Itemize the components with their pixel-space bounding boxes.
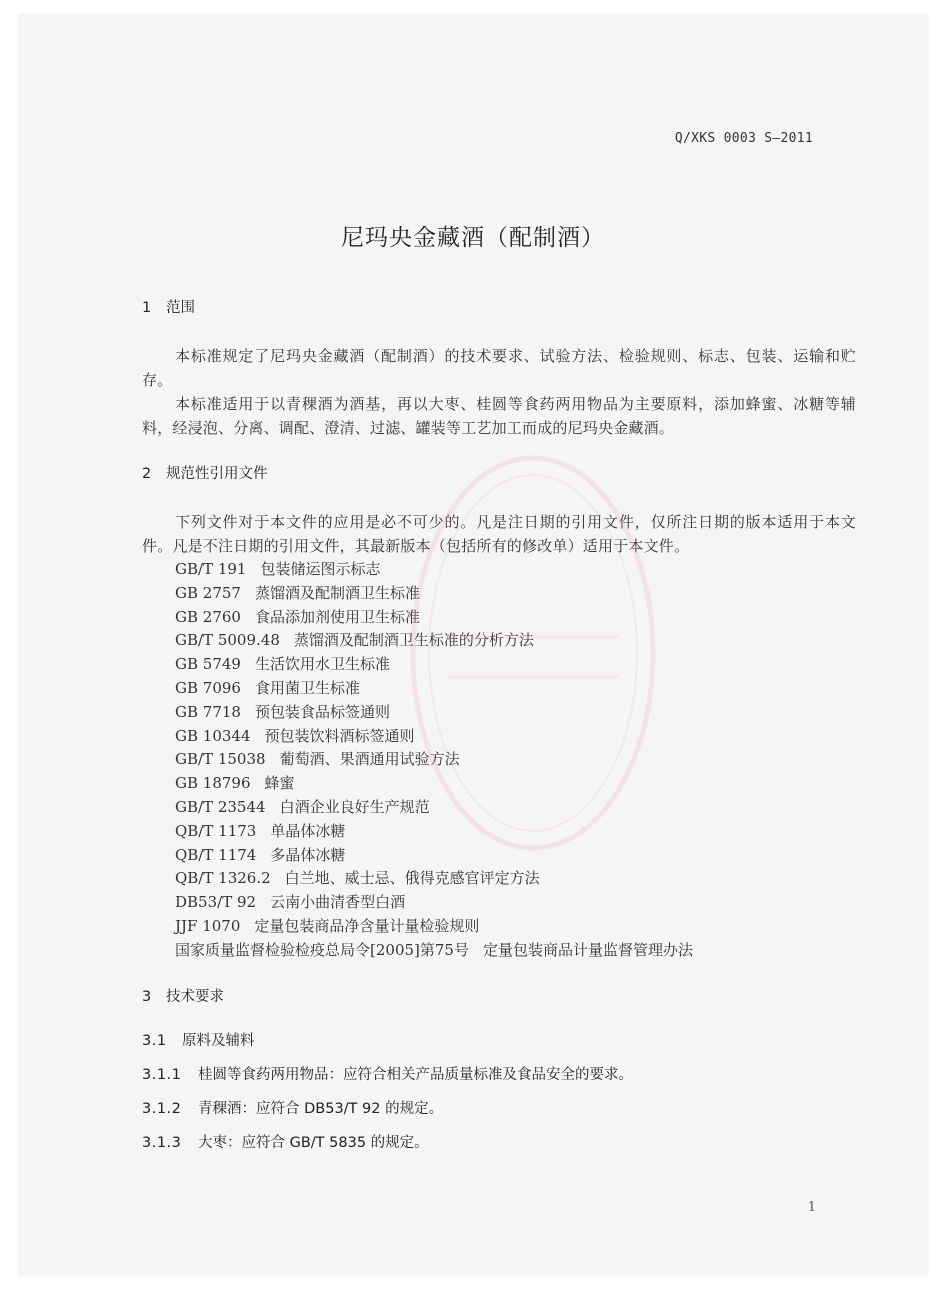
reference-item <box>175 606 856 630</box>
reference-code: GB 5749 <box>175 655 241 674</box>
reference-code: GB 2760 <box>175 607 241 626</box>
reference-code: GB 7096 <box>175 678 241 697</box>
reference-name: 包装储运图示标志 <box>260 560 381 578</box>
reference-code: GB 7718 <box>175 702 241 721</box>
section-3-heading <box>142 987 856 1007</box>
reference-name: 白兰地、威士忌、俄得克感官评定方法 <box>284 869 540 888</box>
clause-3-1-1 <box>142 1065 856 1085</box>
clause-text: 大枣：应符合 GB/T 5835 的规定。 <box>198 1134 429 1151</box>
section-1-heading <box>142 298 856 318</box>
reference-list <box>142 558 856 963</box>
reference-code: GB 10344 <box>175 726 251 745</box>
clause-number: 3.1.3 <box>142 1134 182 1151</box>
reference-item <box>175 629 856 653</box>
reference-code: QB/T 1173 <box>175 821 257 840</box>
reference-item <box>175 939 856 963</box>
reference-name: 云南小曲清香型白酒 <box>270 893 406 912</box>
document-page <box>18 14 928 1276</box>
reference-item <box>175 796 856 820</box>
document-code: Q/XKS 0003 S—2011 <box>674 131 813 146</box>
reference-item <box>175 701 856 725</box>
reference-name: 生活饮用水卫生标准 <box>254 655 390 674</box>
document-body <box>142 298 856 1153</box>
subsection-title: 原料及辅料 <box>182 1032 255 1049</box>
reference-code: GB 2757 <box>175 583 241 602</box>
document-title: 尼玛央金藏酒（配制酒） <box>341 225 605 251</box>
reference-code: GB 18796 <box>175 774 251 793</box>
subsection-number: 3.1 <box>142 1032 167 1049</box>
reference-name: 单晶体冰糖 <box>270 821 346 840</box>
reference-code: GB/T 5009.48 <box>175 631 280 650</box>
reference-name: 食品添加剂使用卫生标准 <box>254 607 420 626</box>
reference-name: 蒸馏酒及配制酒卫生标准 <box>254 583 420 602</box>
clause-number: 3.1.1 <box>142 1066 182 1083</box>
reference-item <box>175 772 856 796</box>
reference-item <box>175 844 856 868</box>
reference-item <box>175 748 856 772</box>
reference-code: QB/T 1326.2 <box>175 869 271 888</box>
clause-number: 3.1.2 <box>142 1100 182 1117</box>
section-number: 3 <box>142 988 152 1005</box>
reference-item <box>175 867 856 891</box>
reference-name: 食用菌卫生标准 <box>254 678 360 697</box>
reference-item <box>175 915 856 939</box>
reference-name: 白酒企业良好生产规范 <box>279 797 430 816</box>
section-2-heading <box>142 464 856 484</box>
subsection-3-1-heading <box>142 1031 856 1051</box>
clause-text: 桂圆等食药两用物品：应符合相关产品质量标准及食品安全的要求。 <box>198 1066 633 1083</box>
clause-3-1-3 <box>142 1133 856 1153</box>
reference-name: 多晶体冰糖 <box>270 845 346 864</box>
reference-item <box>175 820 856 844</box>
clause-3-1-2 <box>142 1099 856 1119</box>
reference-item <box>175 653 856 677</box>
section-number: 1 <box>142 300 152 316</box>
reference-name: 蒸馏酒及配制酒卫生标准的分析方法 <box>293 631 534 650</box>
reference-name: 葡萄酒、果酒通用试验方法 <box>279 750 460 769</box>
section-title: 规范性引用文件 <box>166 466 268 482</box>
section-title: 技术要求 <box>166 988 224 1005</box>
reference-code: DB53/T 92 <box>175 893 257 912</box>
reference-code: GB/T 23544 <box>175 797 266 816</box>
reference-name: 蜂蜜 <box>264 774 295 793</box>
section-number: 2 <box>142 466 152 482</box>
reference-code: GB/T 191 <box>175 560 247 578</box>
reference-code: QB/T 1174 <box>175 845 257 864</box>
clause-text: 青稞酒：应符合 DB53/T 92 的规定。 <box>198 1100 444 1117</box>
section-title: 范围 <box>166 300 195 316</box>
reference-code: JJF 1070 <box>175 916 241 935</box>
reference-name: 预包装食品标签通则 <box>254 702 390 721</box>
scope-paragraph-1: 本标准规定了尼玛央金藏酒（配制酒）的技术要求、试验方法、检验规则、标志、包装、运输和贮存。 <box>142 347 856 389</box>
reference-item <box>175 558 856 582</box>
reference-item <box>175 725 856 749</box>
reference-item <box>175 677 856 701</box>
reference-code: 国家质量监督检验检疫总局令[2005]第75号 <box>175 940 469 959</box>
scope-paragraph-2: 本标准适用于以青稞酒为酒基，再以大枣、桂圆等食药两用物品为主要原料，添加蜂蜜、冰糖等辅料，经浸泡、分离、调配、澄清、过滤、罐装等工艺加工而成的尼玛央金藏酒。 <box>142 395 856 437</box>
reference-name: 预包装饮料酒标签通则 <box>264 726 415 745</box>
reference-name: 定量包装商品净含量计量检验规则 <box>254 916 480 935</box>
reference-item <box>175 582 856 606</box>
reference-name: 定量包装商品计量监督管理办法 <box>482 940 693 959</box>
reference-code: GB/T 15038 <box>175 750 266 769</box>
page-number: 1 <box>807 1200 816 1215</box>
reference-item <box>175 891 856 915</box>
references-intro: 下列文件对于本文件的应用是必不可少的。凡是注日期的引用文件，仅所注日期的版本适用于本文件。凡是不注日期的引用文件，其最新版本（包括所有的修改单）适用于本文件。 <box>142 513 856 555</box>
